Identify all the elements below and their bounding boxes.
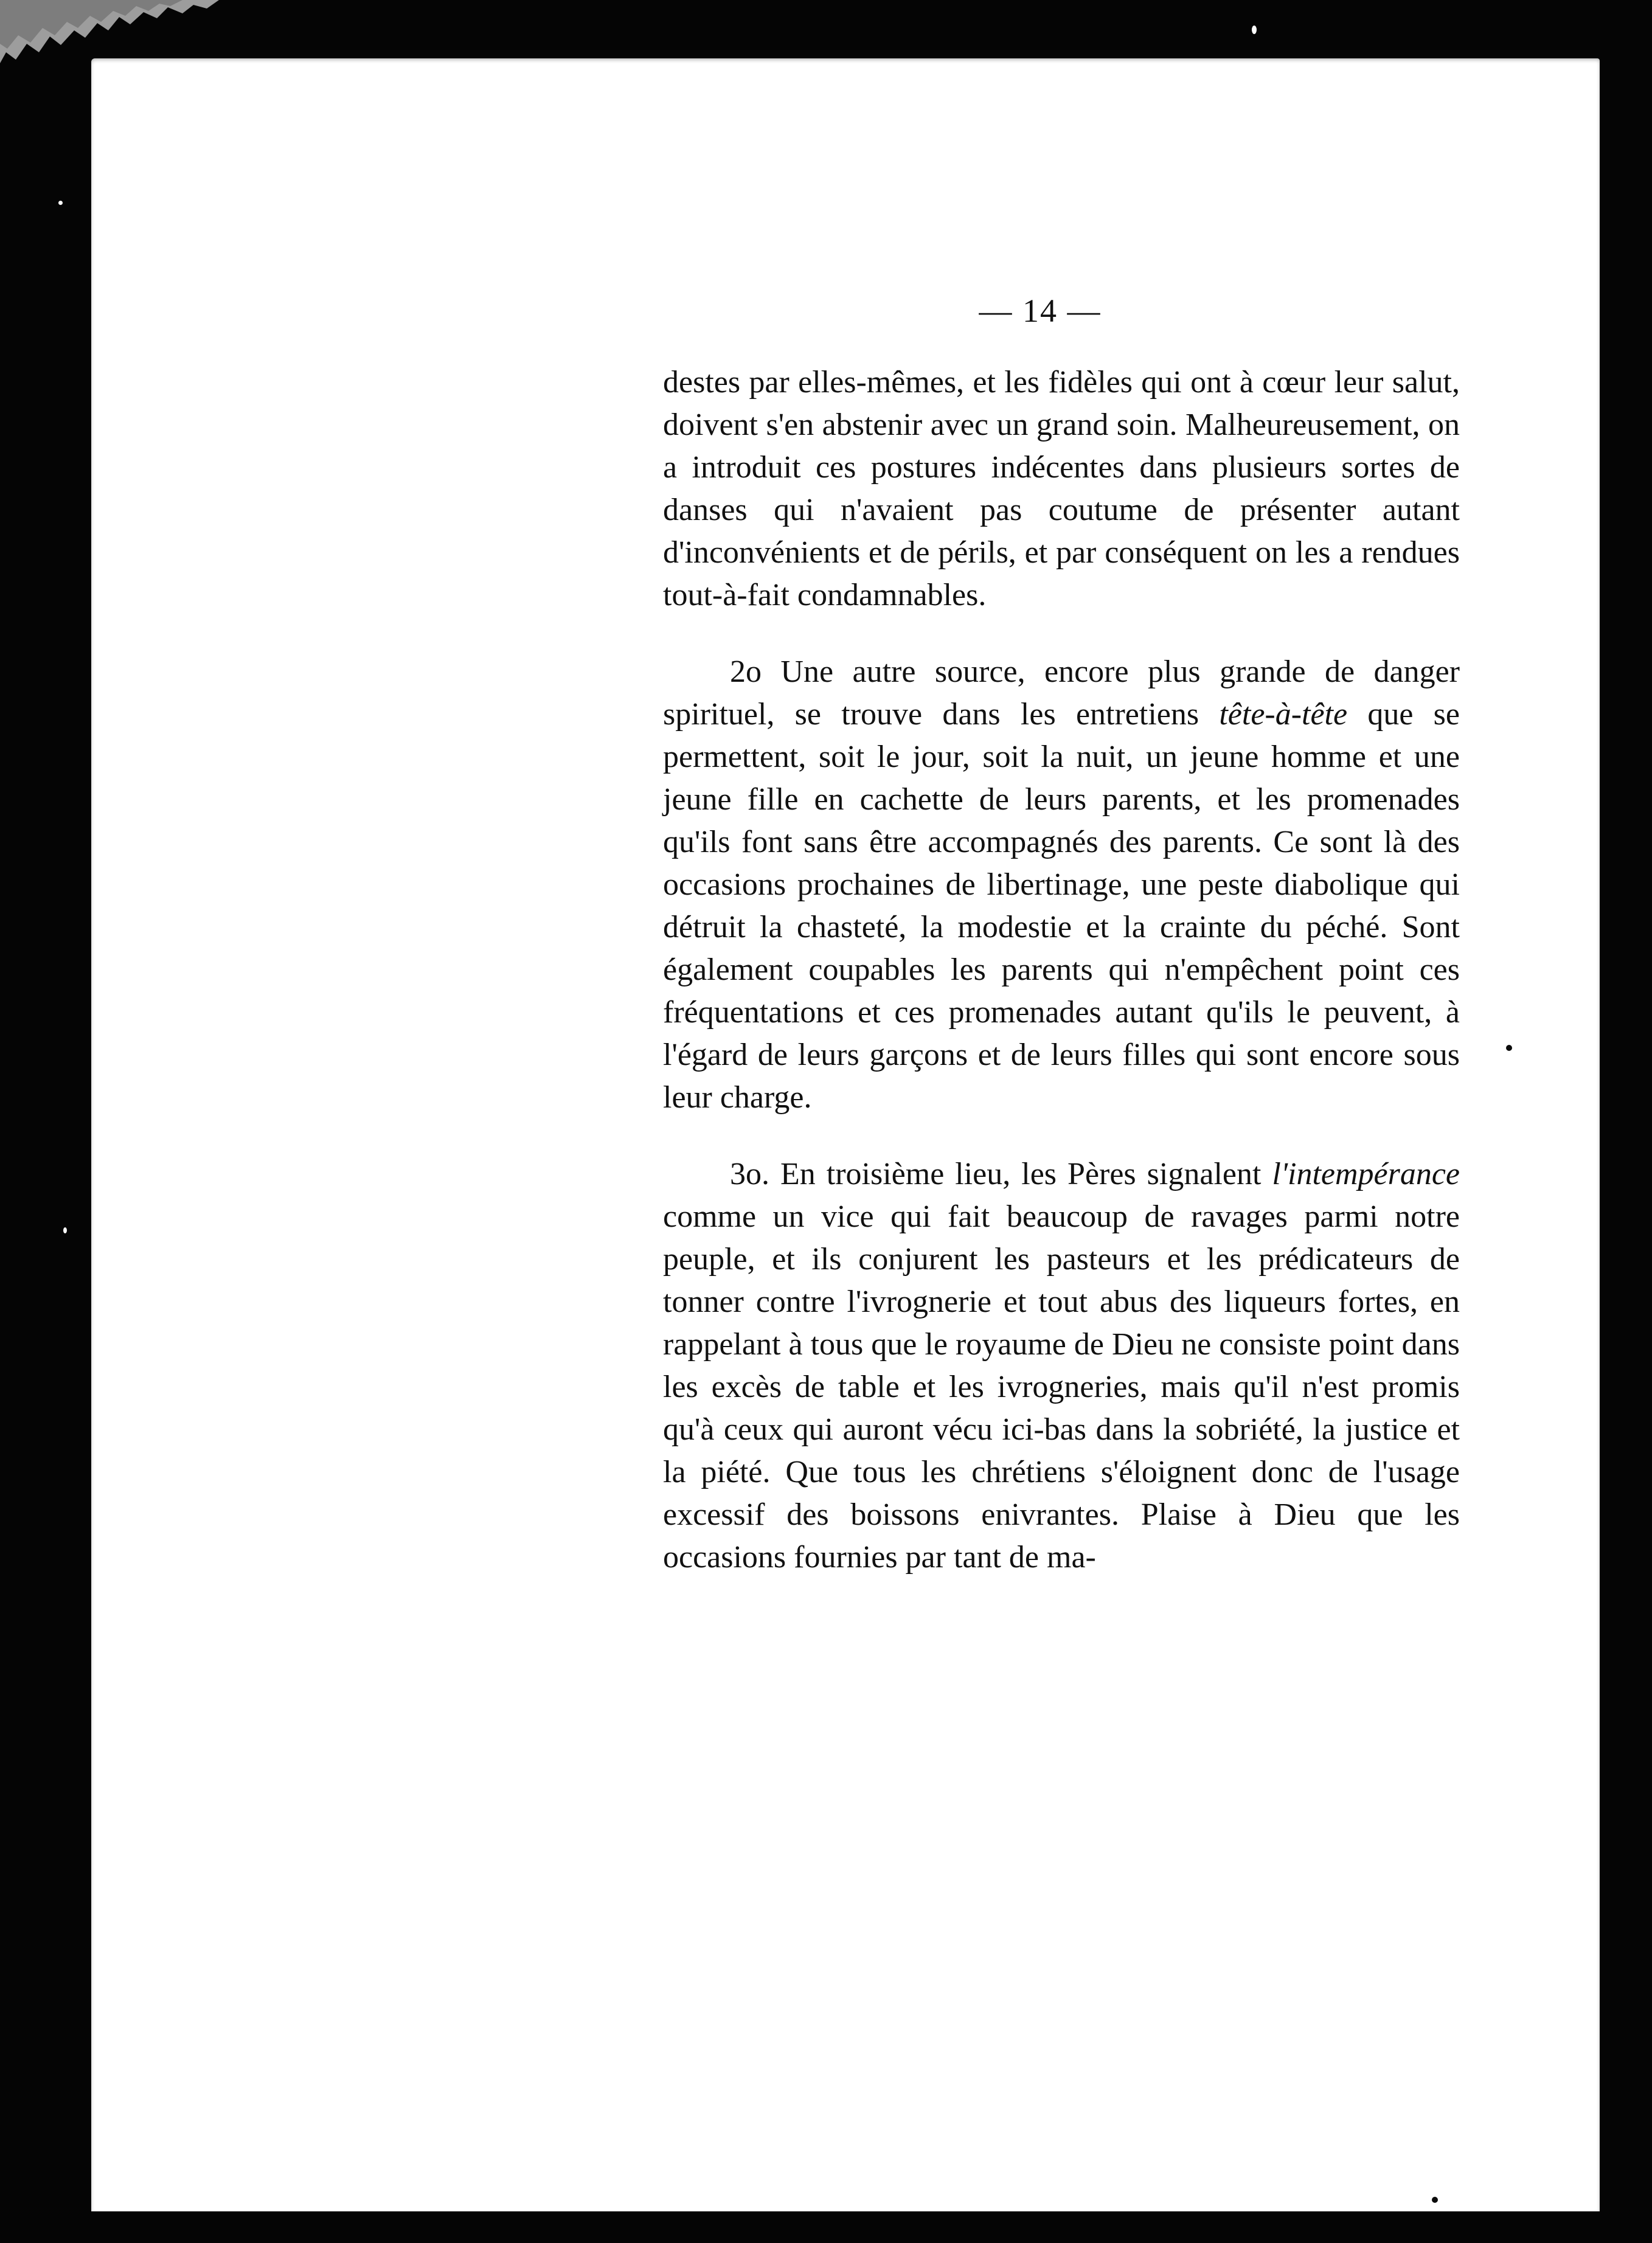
scan-speck bbox=[63, 1227, 67, 1233]
paragraph-2-emphasis: tête-à-tête bbox=[1219, 697, 1348, 732]
paragraph-2 bbox=[663, 651, 1460, 1119]
paragraph-3-start: 3o. En troisième lieu, les Pères signalent bbox=[730, 1157, 1272, 1191]
page-number: — 14 — bbox=[979, 293, 1102, 329]
body-text bbox=[663, 361, 1460, 1579]
scan-speck bbox=[58, 201, 63, 205]
paragraph-2-start: 2o Une autre source, encore plus grande de danger spirituel, se trouve dans les entretiens bbox=[663, 654, 1460, 732]
scan-speck bbox=[1506, 1045, 1512, 1051]
paragraph-3 bbox=[663, 1153, 1460, 1579]
scan-speck bbox=[1432, 2197, 1438, 2203]
paragraph-3-end: comme un vice qui fait beaucoup de ravages parmi notre peuple, et ils conjurent les pasteurs et les prédicateurs de tonner contre l'ivrognerie et tout abus des liqueurs fortes, en rappelant à tous que le royaume de Dieu ne consiste point dans les excès de table et les ivrogneries, mais qu'il n'est promis qu'à ceux qui auront vécu ici-bas dans la sobriété, la justice et la piété. Que tous les chrétiens s'éloignent donc de l'usage excessif des boissons enivrantes. Plaise à Dieu que les occasions fournies par tant de ma- bbox=[663, 1199, 1460, 1575]
paragraph-2-end: que se permettent, soit le jour, soit la nuit, un jeune homme et une jeune fille en cachette de leurs parents, et les promenades qu'ils font sans être accompagnés des parents. Ce sont là des occasions prochaines de libertinage, une peste diabolique qui détruit la chasteté, la modestie et la crainte du péché. Sont également coupables les parents qui n'empêchent point ces fréquentations et ces promenades autant qu'ils le peuvent, à l'égard de leurs garçons et de leurs filles qui sont encore sous leur charge. bbox=[663, 697, 1460, 1115]
scan-speck bbox=[1252, 26, 1257, 34]
paragraph-1: destes par elles-mêmes, et les fidèles qui ont à cœur leur salut, doivent s'en abstenir avec un grand soin. Malheureusement, on a introduit ces postures indécentes dans plusieurs sortes de danses qui n'avaient pas coutume de présenter autant d'inconvénients et de périls, et par conséquent on les a rendues tout-à-fait condamnables. bbox=[663, 365, 1460, 612]
paragraph-3-emphasis: l'intempérance bbox=[1272, 1157, 1460, 1191]
